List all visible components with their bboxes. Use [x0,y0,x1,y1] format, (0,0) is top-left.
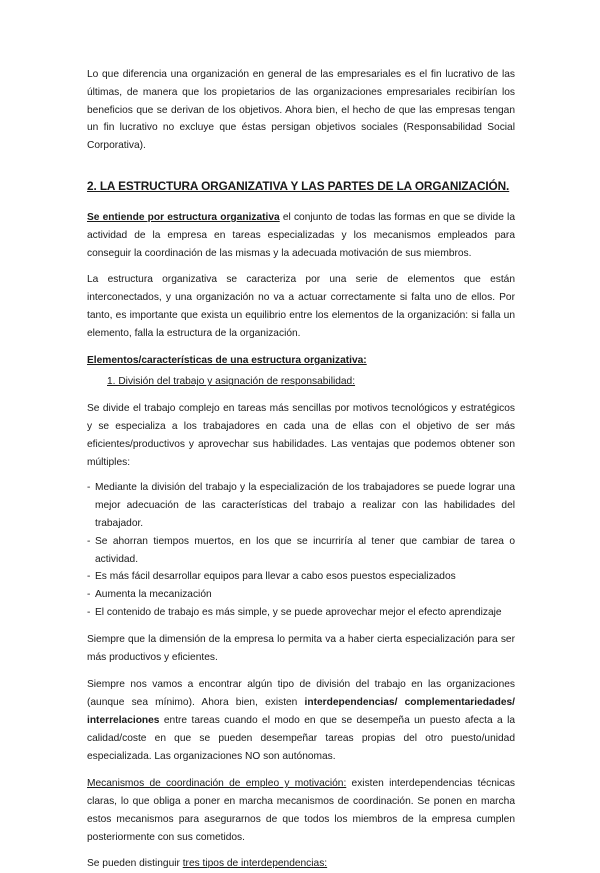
section-heading: 2. LA ESTRUCTURA ORGANIZATIVA Y LAS PARTES DE LA ORGANIZACIÓN. [87,178,510,193]
advantages-list [87,479,515,621]
list-item: - Mediante la división del trabajo y la especialización de los trabajadores se puede lograr una mejor adecuación de las características del trabajo a realizar con las habilidades del trabajador. [87,479,515,532]
structure-paragraph: La estructura organizativa se caracteriza por una serie de elementos que están interconectados, y una organización no va a actuar correctamente si falta uno de ellos. Por tanto, es importante que exista un equilibrio entre los elementos de la organización: si falla un elemento, falla la estructura de la organización. [87,274,515,339]
interdependencies-text-end: entre tareas cuando el modo en que se desempeña un puesto afecta a la calidad/coste en que se pueden desempeñar tareas propias del otro puesto/unidad especializada. Las organizaciones NO son autónomas. [87,714,515,762]
interdependencies-text-start: Siempre nos vamos a encontrar algún tipo de división del trabajo en las organizaciones (aunque sea mínimo). Ahora bien, existen [87,679,515,709]
intro-paragraph: Lo que diferencia una organización en general de las empresariales es el fin lucrativo de las últimas, de manera que los propietarios de las organizaciones empresariales recibirían los beneficios que se derivan de los objetivos. Ahora bien, el hecho de que las empresas tengan un fin lucrativo no excluye que éstas persigan objetivos sociales (Responsabilidad Social Corporativa). [87,69,515,152]
item1-heading: 1. División del trabajo y asignación de responsabilidad: [107,376,356,388]
interdependencies-paragraph [87,676,515,765]
list-item: - Se ahorran tiempos muertos, en los que se incurriría al tener que cambiar de tarea o actividad. [87,533,515,569]
distinguish-paragraph [87,855,515,873]
list-item: - Aumenta la mecanización [87,586,515,604]
specialization-paragraph: Siempre que la dimensión de la empresa lo permita va a haber cierta especialización para ser más productivos y eficientes. [87,633,515,663]
mechanisms-text: existen interdependencias técnicas claras, lo que obliga a poner en marcha mecanismos de coordinación. Se ponen en marcha estos mecanismos para asegurarnos de que todos los miembros de la empresa cumplen posteriormente con sus cometidos. [87,778,516,843]
document-page [87,66,515,873]
mechanisms-term: Mecanismos de coordinación de empleo y motivación: [87,778,347,790]
definition-text: el conjunto de todas las formas en que se divide la actividad de la empresa en tareas especializadas y los mecanismos empleados para conseguir la coordinación de las mismas y la adecuada motivación de sus miembros. [87,211,515,259]
distinguish-text: Se pueden distinguir [87,858,183,870]
list-item: - El contenido de trabajo es más simple, y se puede aprovechar mejor el efecto aprendizaje [87,604,515,622]
definition-term: Se entiende por estructura organizativa [87,211,280,223]
list-item: - Es más fácil desarrollar equipos para llevar a cabo esos puestos especializados [87,568,515,586]
elements-heading: Elementos/características de una estructura organizativa: [87,354,367,366]
interdependencies-term: interdependencias/ complementariedades/ interrelaciones [87,697,515,726]
mechanisms-paragraph [87,775,515,846]
distinguish-term: tres tipos de interdependencias: [182,858,328,870]
definition-paragraph [87,209,515,262]
item1-paragraph: Se divide el trabajo complejo en tareas más sencillas por motivos tecnológicos y estratégicos y se especializa a los trabajadores en cada una de ellas con el objetivo de ser más eficientes/productivos y aprovechar sus habilidades. Las ventajas que podemos obtener son múltiples: [87,403,515,468]
